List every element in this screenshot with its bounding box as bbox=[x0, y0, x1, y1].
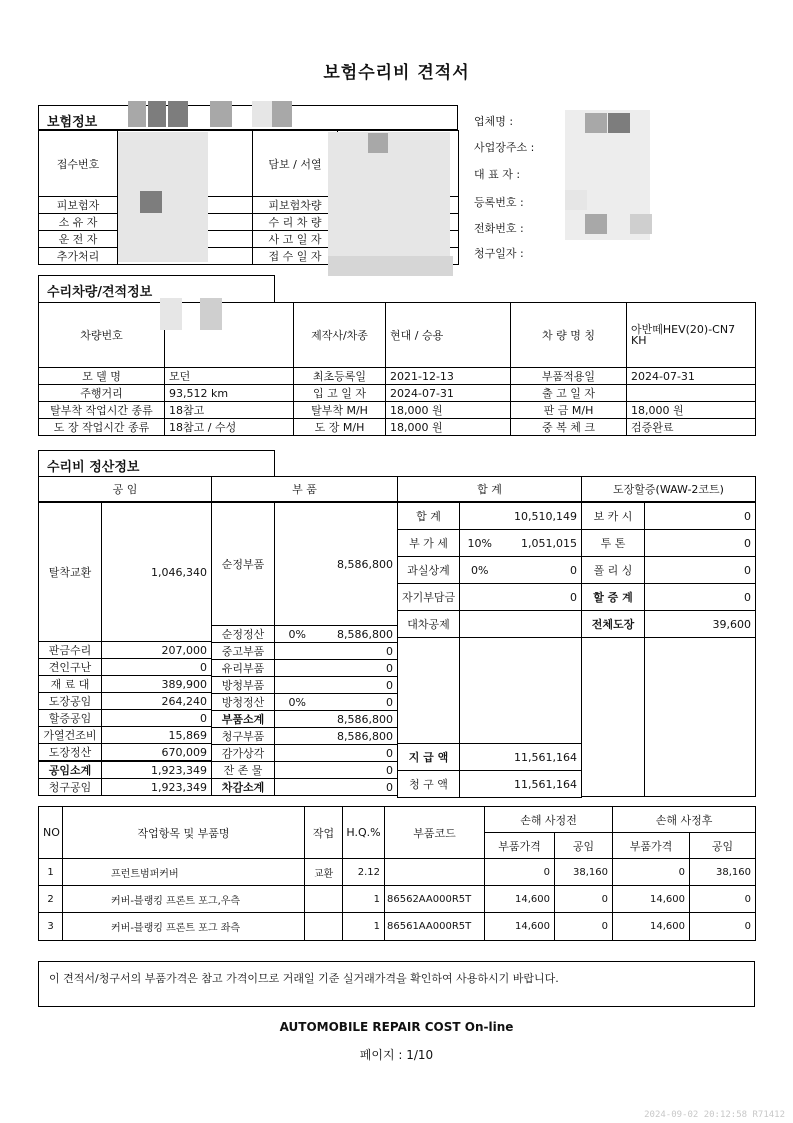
company-billing-date-label: 청구일자 : bbox=[474, 247, 524, 260]
label-receipt-date: 접 수 일 자 bbox=[253, 248, 338, 265]
company-phone-label: 전화번호 : bbox=[474, 222, 524, 235]
settlement-header: 공 임 부 품 합 계 도장할증(WAW-2코트) bbox=[38, 476, 756, 502]
items-table: NO 작업항목 및 부품명 작업 H.Q.% 부품코드 손해 사정전 손해 사정후 부품가격 공임 부품가격 공임 1 프런트범퍼커버 교환 2.12 0 38,160 0 38,160 2 커버-블랭킹 프론트 포그,우측 1 86562AA000R5T 14,600 0 14,600 0 3 커버-블랭킹 프론트 포그 좌측 1 86561AA000R5T 14,600 0 14,600 0 bbox=[38, 806, 756, 941]
parts-table: 순정부품 8,586,800 순정정산 0% 8,586,800 중고부품 0 유리부품 0 방청부품 0 방청정산 0% 0 부품소계 8,586,800 청구부품 8,586,800 감가상각 0 잔 존 물 0 차감소계 0 bbox=[211, 502, 398, 796]
label-insured-vehicle: 피보험차량 bbox=[253, 197, 338, 214]
labor-table: 탈착교환 1,046,340 판금수리 207,000 견인구난 0 재 료 대 389,900 도장공임 264,240 할증공임 0 가열건조비 15,869 도장정산 670,009 공임소계 1,923,349 청구공임 1,923,349 bbox=[38, 502, 212, 796]
label-repair-vehicle: 수 리 차 량 bbox=[253, 214, 338, 231]
company-regno-label: 등록번호 : bbox=[474, 196, 524, 209]
company-address-label: 사업장주소 : bbox=[474, 141, 535, 154]
totals-table: 합 계 10,510,149 부 가 세 10% 1,051,015 과실상계 0% 0 자기부담금 0 대차공제 지 급 액 11,561,164 청 구 액 11,561,164 bbox=[397, 502, 582, 798]
label-insured: 피보험자 bbox=[39, 197, 118, 214]
vehicle-table: 차량번호 제작사/차종 현대 / 승용 차 량 명 칭 아반떼HEV(20)-CN7 KH 모 델 명 모던 최초등록일 2021-12-13 부품적용일 2024-07-31 주행거리 93,512 km 입 고 일 자 2024-07-31 출 고 일 자 탈부착 작업시간 종류 18참고 탈부착 M/H 18,000 원 판 금 M/H 18,000 원 도 장 작업시간 종류 18참고 / 수성 도 장 M/H 18,000 원 중 복 체 크 검증완료 bbox=[38, 302, 756, 436]
paint-table: 보 카 시 0 투 톤 0 폴 리 싱 0 할 증 계 0 전체도장 39,600 bbox=[581, 502, 756, 797]
label-driver: 운 전 자 bbox=[39, 231, 118, 248]
insurance-section-title: 보험정보 bbox=[38, 105, 458, 130]
footer-brand: AUTOMOBILE REPAIR COST On-line bbox=[279, 1020, 514, 1034]
table-row: 1 프런트범퍼커버 교환 2.12 0 38,160 0 38,160 bbox=[39, 859, 756, 886]
table-row: 3 커버-블랭킹 프론트 포그 좌측 1 86561AA000R5T 14,600 0 14,600 0 bbox=[39, 913, 756, 941]
company-name-label: 업체명 : bbox=[474, 115, 514, 128]
print-timestamp: 2024-09-02 20:12:58 R71412 bbox=[644, 1110, 785, 1120]
label-receipt-no: 접수번호 bbox=[39, 131, 118, 197]
label-coverage: 담보 / 서열 bbox=[253, 131, 338, 197]
table-row: 2 커버-블랭킹 프론트 포그,우측 1 86562AA000R5T 14,600 0 14,600 0 bbox=[39, 886, 756, 913]
label-accident-date: 사 고 일 자 bbox=[253, 231, 338, 248]
notice-text: 이 견적서/청구서의 부품가격은 참고 가격이므로 거래일 기준 실거래가격을 확인하여 사용하시기 바랍니다. bbox=[49, 972, 559, 985]
settlement-section-title: 수리비 정산정보 bbox=[38, 450, 275, 476]
company-ceo-label: 대 표 자 : bbox=[474, 168, 521, 181]
label-extra-processing: 추가처리 bbox=[39, 248, 118, 265]
notice-box bbox=[38, 961, 755, 1007]
page-number: 페이지 : 1/10 bbox=[359, 1048, 434, 1062]
document-title: 보험수리비 견적서 bbox=[323, 63, 470, 83]
label-owner: 소 유 자 bbox=[39, 214, 118, 231]
vehicle-section-title: 수리차량/견적정보 bbox=[38, 275, 275, 302]
